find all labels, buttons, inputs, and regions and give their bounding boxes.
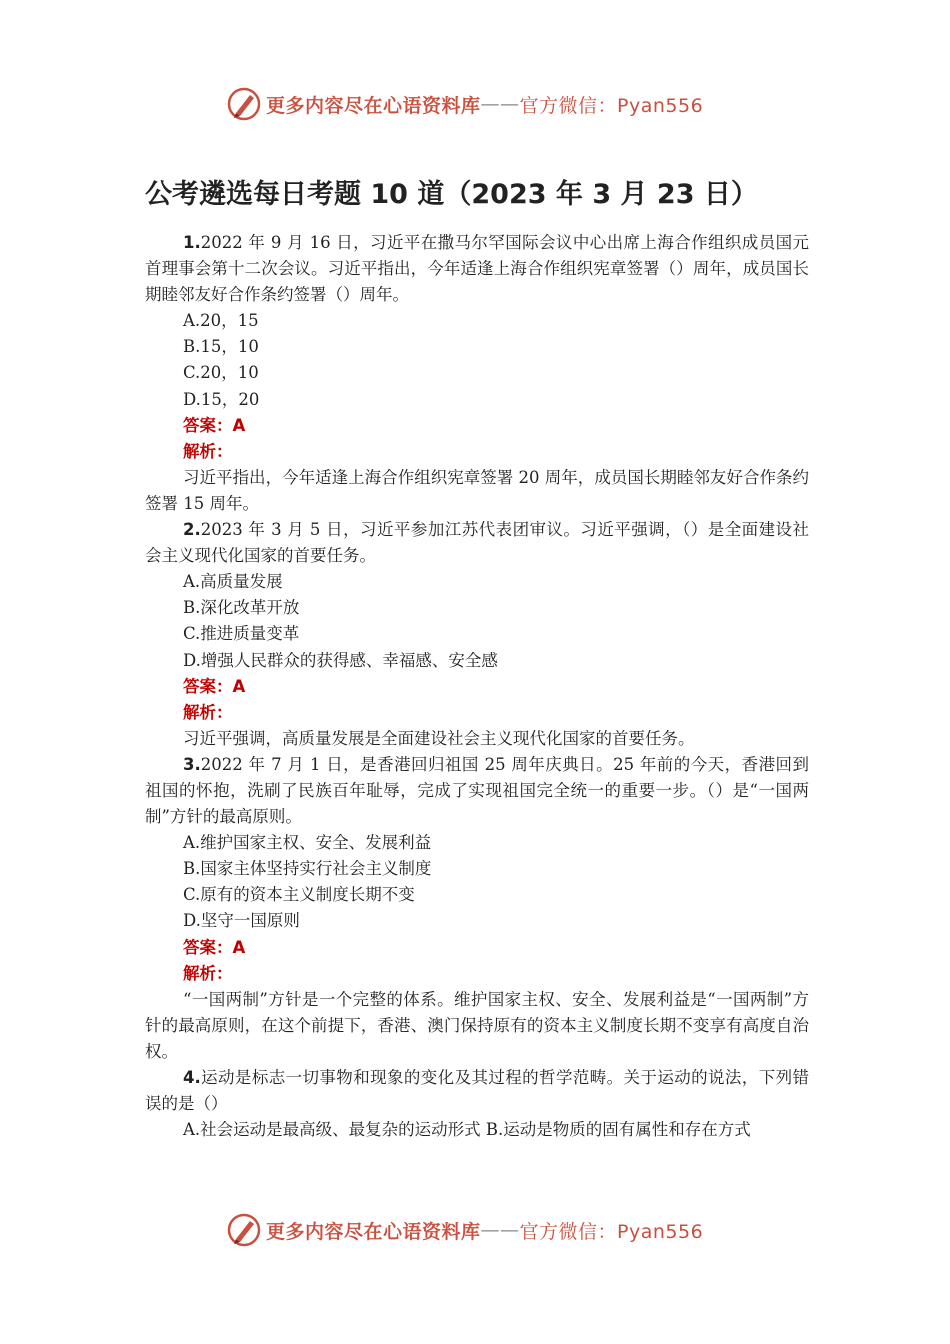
question-4-stem (145, 1065, 809, 1117)
banner-contact: 官方微信：Pyan556 (519, 94, 704, 117)
analysis-label-line (145, 961, 809, 987)
question-text: 运动是标志一切事物和现象的变化及其过程的哲学范畴。关于运动的说法，下列错误的是（） (145, 1068, 809, 1114)
question-text: 2023 年 3 月 5 日，习近平参加江苏代表团审议。习近平强调，（）是全面建设社会主义现代化国家的首要任务。 (145, 520, 809, 566)
analysis-label-line (145, 700, 809, 726)
analysis-label: 解析： (183, 702, 233, 722)
question-number: 3. (183, 754, 201, 774)
question-number: 1. (183, 233, 201, 252)
answer-line (145, 413, 809, 439)
answer-label: 答案： (183, 676, 233, 696)
option-b: B.15，10 (183, 337, 259, 357)
page-title: 公考遴选每日考题 10 道（2023 年 3 月 23 日） (145, 179, 758, 210)
banner-separator: —— (480, 93, 520, 115)
answer-label: 答案： (183, 415, 233, 435)
option-a: A.维护国家主权、安全、发展利益 (183, 833, 432, 853)
question-1-stem (145, 230, 809, 308)
footer-banner (226, 1210, 703, 1250)
answer-value: A (232, 937, 246, 957)
analysis-label: 解析： (183, 963, 233, 983)
option-d: D.15，20 (183, 389, 260, 409)
answer-value: A (232, 676, 246, 696)
question-number: 2. (183, 520, 201, 540)
answer-line (145, 674, 809, 700)
question-text: 2022 年 9 月 16 日，习近平在撒马尔罕国际会议中心出席上海合作组织成员国元首理事会第十二次会议。习近平指出，今年适逢上海合作组织宪章签署（）周年，成员国长期睦邻友好合作条约签署（）周年。 (145, 233, 809, 305)
banner-separator: —— (480, 1219, 520, 1241)
header-banner (226, 84, 703, 124)
banner-brand: 更多内容尽在心语资料库 (266, 1220, 481, 1243)
option-c: C.推进质量变革 (183, 624, 300, 644)
question-number: 4. (183, 1068, 201, 1087)
option-c: C.原有的资本主义制度长期不变 (183, 885, 415, 905)
analysis-label-line (145, 439, 809, 465)
analysis-text: “一国两制”方针是一个完整的体系。维护国家主权、安全、发展利益是“一国两制”方针的最高原则，在这个前提下，香港、澳门保持原有的资本主义制度长期不变享有高度自治权。 (145, 989, 809, 1061)
option-b: B.深化改革开放 (183, 598, 300, 618)
analysis-label: 解析： (183, 441, 233, 461)
answer-line (145, 935, 809, 961)
options-line: A.社会运动是最高级、最复杂的运动形式 B.运动是物质的固有属性和存在方式 (183, 1120, 751, 1140)
analysis-text: 习近平指出，今年适逢上海合作组织宪章签署 20 周年，成员国长期睦邻友好合作条约签署 15 周年。 (145, 467, 809, 513)
option-d: D.坚守一国原则 (183, 911, 300, 931)
pen-logo-icon (226, 1212, 262, 1248)
option-b: B.国家主体坚持实行社会主义制度 (183, 859, 432, 879)
answer-label: 答案： (183, 937, 233, 957)
question-3-stem (145, 752, 809, 830)
question-list (145, 230, 809, 1143)
pen-logo-icon (226, 86, 262, 122)
question-text: 2022 年 7 月 1 日，是香港回归祖国 25 周年庆典日。25 年前的今天，香港回到祖国的怀抱，洗刷了民族百年耻辱，完成了实现祖国完全统一的重要一步。（）是“一国两制”方针的最高原则。 (145, 754, 809, 827)
option-a: A.高质量发展 (183, 572, 283, 592)
banner-contact: 官方微信：Pyan556 (519, 1220, 704, 1243)
analysis-text: 习近平强调，高质量发展是全面建设社会主义现代化国家的首要任务。 (183, 728, 695, 748)
banner-brand: 更多内容尽在心语资料库 (266, 94, 481, 117)
question-2-stem (145, 517, 809, 569)
option-c: C.20，10 (183, 363, 259, 383)
option-a: A.20，15 (183, 311, 259, 331)
option-d: D.增强人民群众的获得感、幸福感、安全感 (183, 650, 498, 670)
answer-value: A (232, 415, 246, 435)
